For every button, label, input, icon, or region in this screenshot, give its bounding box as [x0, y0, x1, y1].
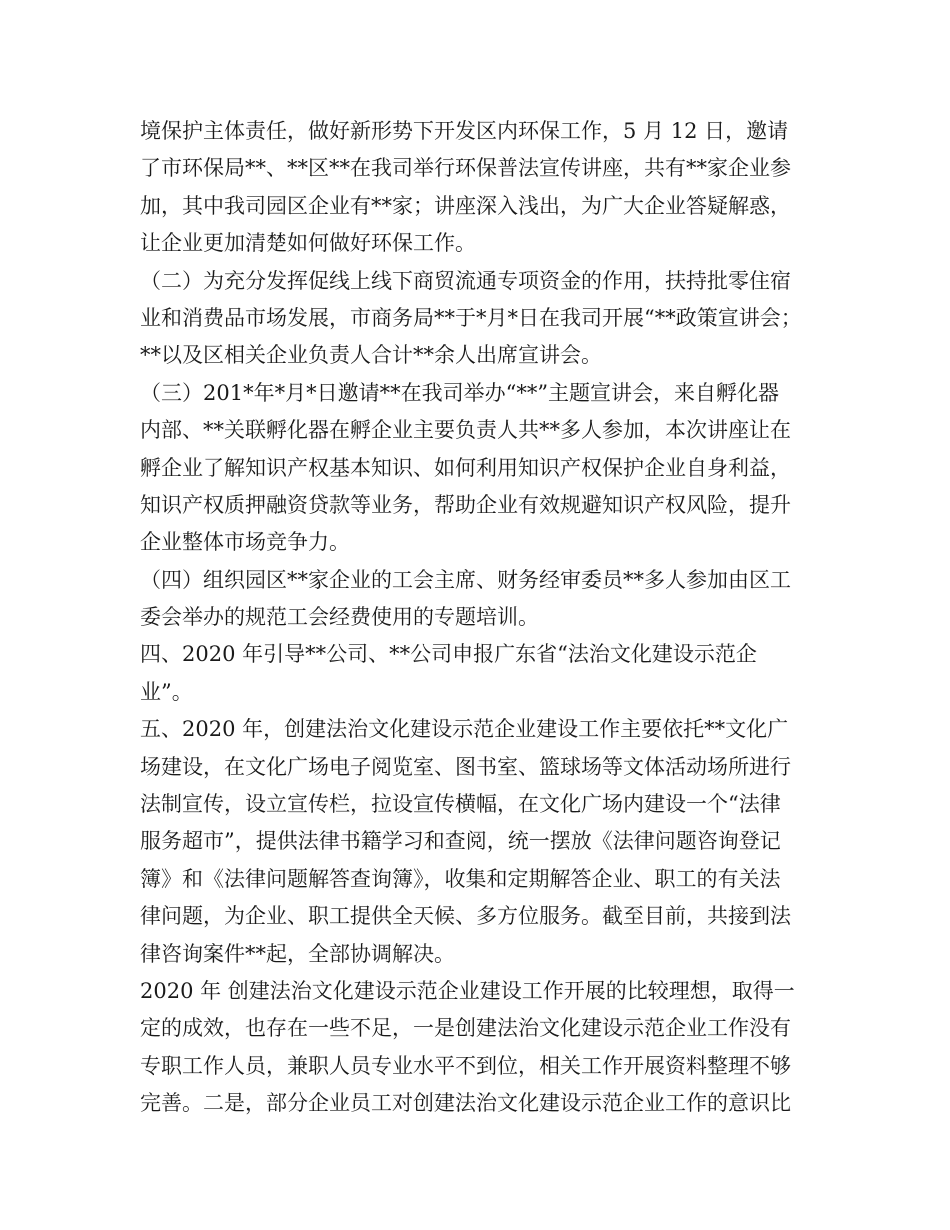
text-line: 律问题，为企业、职工提供全天候、多方位服务。截至目前，共接到法	[140, 904, 791, 929]
text-line: 业”。	[140, 679, 193, 704]
text-line: 境保护主体责任，做好新形势下开发区内环保工作，5 月 12 日，邀请	[140, 119, 789, 143]
text-line: **以及区相关企业负责人合计**余人出席宣讲会。	[140, 343, 602, 368]
text-line: 让企业更加清楚如何做好环保工作。	[140, 231, 476, 256]
text-line: 孵企业了解知识产权基本知识、如何利用知识产权保护企业自身利益，	[140, 455, 791, 480]
text-line: （三）201*年*月*日邀请**在我司举办“**”主题宣讲会，来自孵化器	[140, 380, 780, 405]
text-line: 业和消费品市场发展，市商务局**于*月*日在我司开展“**政策宣讲会；	[140, 305, 802, 330]
text-line: 企业整体市场竞争力。	[140, 530, 350, 555]
text-line: 2020 年 创建法治文化建设示范企业建设工作开展的比较理想，取得一	[140, 978, 795, 1003]
text-line: 律咨询案件**起，全部协调解决。	[140, 941, 455, 966]
text-line: 簿》和《法律问题解答查询簿》，收集和定期解答企业、职工的有关法	[140, 866, 781, 891]
text-line: 加，其中我司园区企业有**家；讲座深入浅出，为广大企业答疑解惑，	[140, 193, 791, 218]
text-line: 定的成效，也存在一些不足，一是创建法治文化建设示范企业工作没有	[140, 1016, 791, 1041]
text-line: 四、2020 年引导**公司、**公司申报广东省“法治文化建设示范企	[140, 642, 757, 667]
text-line: （四）组织园区**家企业的工会主席、财务经审委员**多人参加由区工	[140, 567, 791, 592]
text-line: 五、2020 年，创建法治文化建设示范企业建设工作主要依托**文化广	[140, 717, 789, 742]
text-line: 完善。二是，部分企业员工对创建法治文化建设示范企业工作的意识比	[140, 1091, 791, 1116]
text-line: （二）为充分发挥促线上线下商贸流通专项资金的作用，扶持批零住宿	[140, 268, 791, 293]
document-body	[140, 113, 830, 1123]
text-line: 了市环保局**、**区**在我司举行环保普法宣传讲座，共有**家企业参	[140, 156, 791, 181]
text-line: 知识产权质押融资贷款等业务，帮助企业有效规避知识产权风险，提升	[140, 492, 791, 517]
text-line: 委会举办的规范工会经费使用的专题培训。	[140, 605, 539, 630]
text-line: 场建设，在文化广场电子阅览室、图书室、篮球场等文体活动场所进行	[140, 754, 791, 779]
text-line: 服务超市”，提供法律书籍学习和查阅，统一摆放《法律问题咨询登记	[140, 829, 781, 854]
text-line: 专职工作人员，兼职人员专业水平不到位，相关工作开展资料整理不够	[140, 1053, 791, 1078]
text-line: 内部、**关联孵化器在孵企业主要负责人共**多人参加，本次讲座让在	[140, 418, 791, 443]
text-line: 法制宣传，设立宣传栏，拉设宣传横幅，在文化广场内建设一个“法律	[140, 792, 781, 817]
